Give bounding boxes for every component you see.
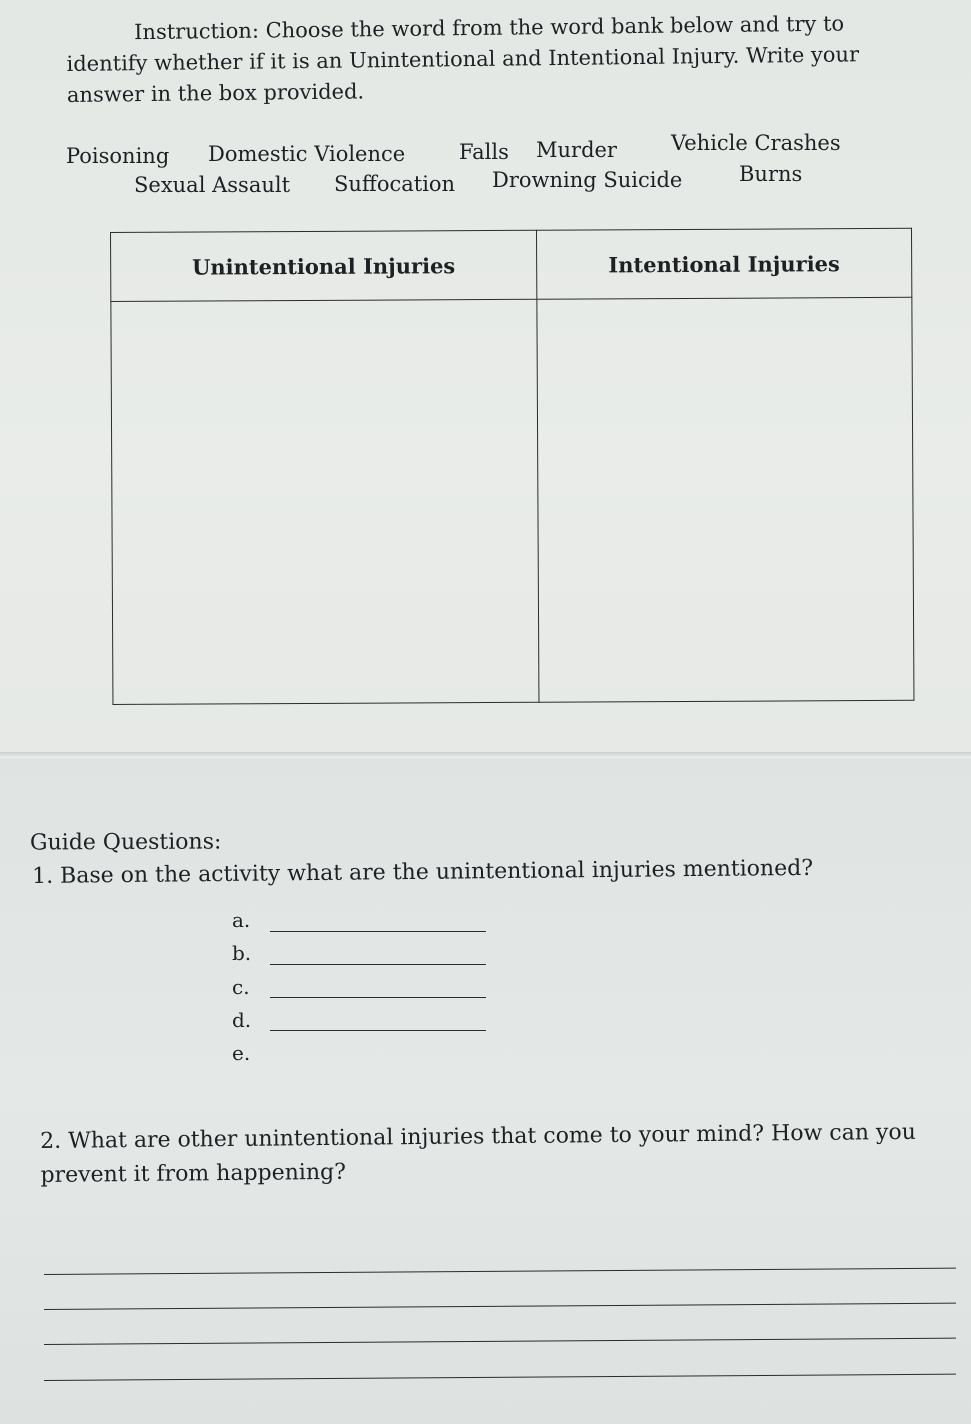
q1-answer-line-b[interactable] [270, 964, 486, 965]
q1-answer-line-c[interactable] [270, 997, 486, 998]
q1-answer-line-a[interactable] [270, 931, 486, 932]
guide-questions-title: Guide Questions: [29, 829, 222, 856]
unintentional-header: Unintentional Injuries [111, 230, 537, 301]
question-2: 2. What are other unintentional injuries that come to your mind? How can you prevent it from happening? [40, 1119, 916, 1188]
q1-option-c: c. [232, 975, 250, 999]
page-fold [0, 752, 971, 758]
instruction-content: Instruction: Choose the word from the word bank below and try to identify whether if it is an Unintentional and Intentional Injury. Write your answer in the box provided. [66, 11, 860, 107]
instruction-text [66, 8, 907, 111]
word-falls: Falls [459, 140, 509, 164]
q1-answer-line-d[interactable] [270, 1030, 486, 1031]
word-burns: Burns [739, 162, 803, 186]
word-poisoning: Poisoning [66, 144, 170, 168]
question-1: 1. Base on the activity what are the unintentional injuries mentioned? [32, 855, 814, 889]
intentional-header: Intentional Injuries [536, 228, 911, 299]
q1-option-b: b. [232, 941, 252, 965]
unintentional-answer-box[interactable] [111, 299, 539, 704]
q1-option-e: e. [232, 1041, 251, 1065]
word-drowning-suicide: Drowning Suicide [492, 168, 683, 192]
word-sexual-assault: Sexual Assault [134, 173, 291, 197]
word-domestic-violence: Domestic Violence [208, 142, 406, 166]
intentional-answer-box[interactable] [537, 297, 914, 702]
q1-option-d: d. [232, 1008, 252, 1032]
word-suffocation: Suffocation [334, 172, 456, 196]
worksheet-bottom-page [0, 755, 971, 1424]
word-murder: Murder [536, 138, 617, 162]
q1-option-a: a. [232, 908, 251, 932]
word-vehicle-crashes: Vehicle Crashes [671, 131, 841, 155]
injury-classification-table [110, 228, 914, 705]
